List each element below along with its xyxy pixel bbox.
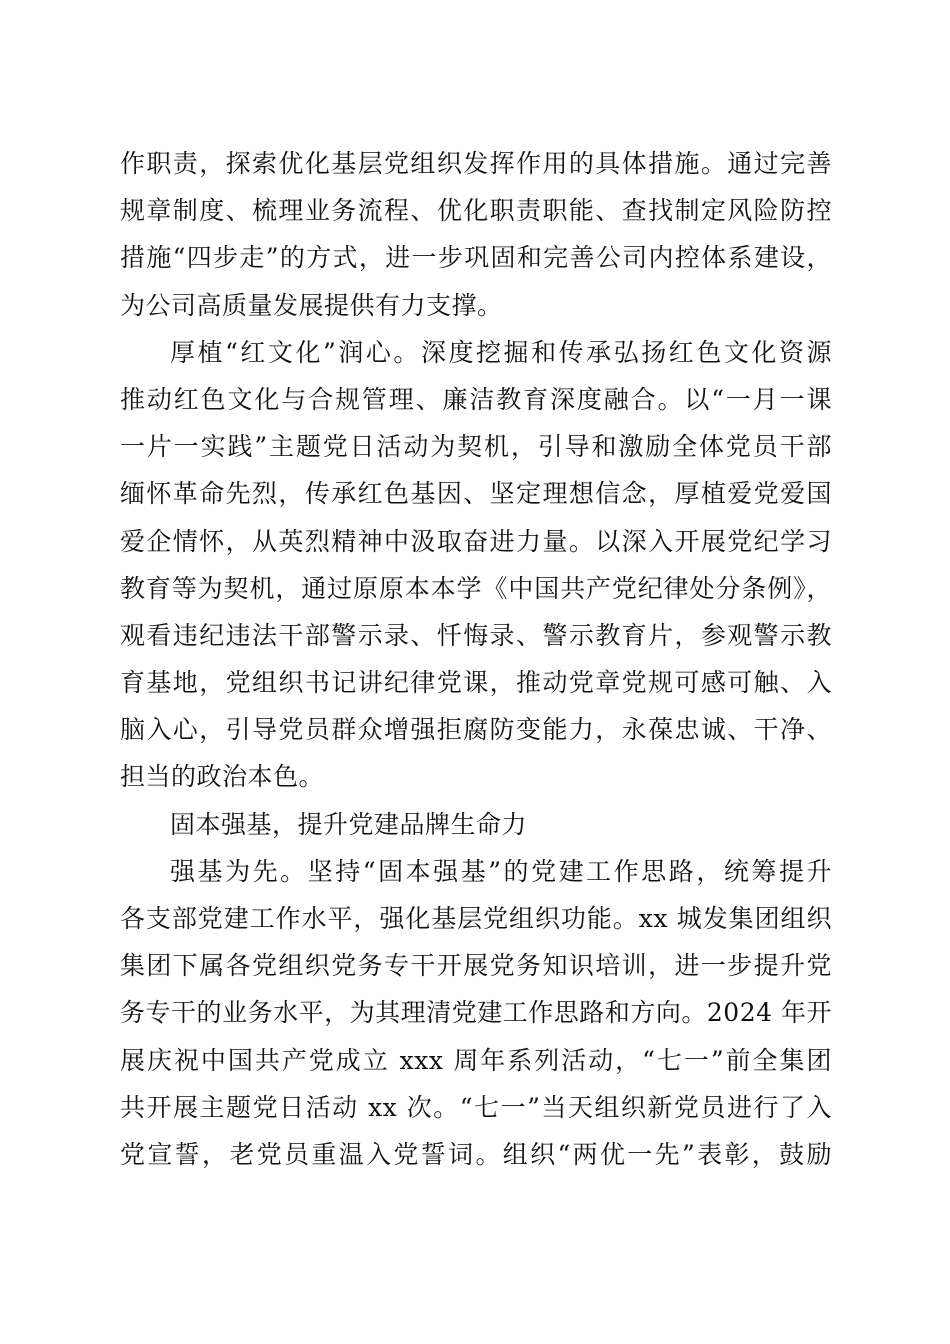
text-line: 教育等为契机，通过原原本本学《中国共产党纪律处分条例》， [120, 573, 832, 603]
document-page [120, 140, 832, 1178]
text-line: 务专干的业务水平，为其理清党建工作思路和方向。2024 年开 [120, 998, 832, 1028]
section-heading: 固本强基，提升党建品牌生命力 [170, 809, 528, 839]
text-line: 脑入心，引导党员群众增强拒腐防变能力，永葆忠诚、干净、 [120, 715, 832, 745]
text-line: 共开展主题党日活动 xx 次。“七一”当天组织新党员进行了入 [120, 1092, 832, 1122]
text-line: 展庆祝中国共产党成立 xxx 周年系列活动，“七一”前全集团 [120, 1045, 832, 1075]
text-line: 担当的政治本色。 [120, 762, 325, 792]
text-line: 集团下属各党组织党务专干开展党务知识培训，进一步提升党 [120, 951, 832, 981]
text-line: 一片一实践”主题党日活动为契机，引导和激励全体党员干部 [120, 432, 832, 462]
text-line: 各支部党建工作水平，强化基层党组织功能。xx 城发集团组织 [120, 904, 832, 933]
paragraph-heading-line: 强基为先。坚持“固本强基”的党建工作思路，统筹提升 [170, 856, 832, 886]
text-line: 作职责，探索优化基层党组织发挥作用的具体措施。通过完善 [120, 149, 832, 178]
text-line: 措施“四步走”的方式，进一步巩固和完善公司内控体系建设， [120, 243, 832, 273]
text-line: 观看违纪违法干部警示录、忏悔录、警示教育片，参观警示教 [120, 620, 832, 650]
paragraph-heading-line: 厚植“红文化”润心。深度挖掘和传承弘扬红色文化资源 [170, 337, 832, 367]
text-line: 育基地，党组织书记讲纪律党课，推动党章党规可感可触、入 [120, 668, 832, 698]
text-line: 爱企情怀，从英烈精神中汲取奋进力量。以深入开展党纪学习 [120, 526, 832, 556]
text-line: 规章制度、梳理业务流程、优化职责职能、查找制定风险防控 [120, 196, 832, 226]
text-line: 为公司高质量发展提供有力支撑。 [120, 290, 503, 320]
text-line: 党宣誓，老党员重温入党誓词。组织“两优一先”表彰，鼓励 [120, 1139, 832, 1169]
text-line: 缅怀革命先烈，传承红色基因、坚定理想信念，厚植爱党爱国 [120, 479, 832, 509]
text-line: 推动红色文化与合规管理、廉洁教育深度融合。以“一月一课 [120, 384, 832, 414]
